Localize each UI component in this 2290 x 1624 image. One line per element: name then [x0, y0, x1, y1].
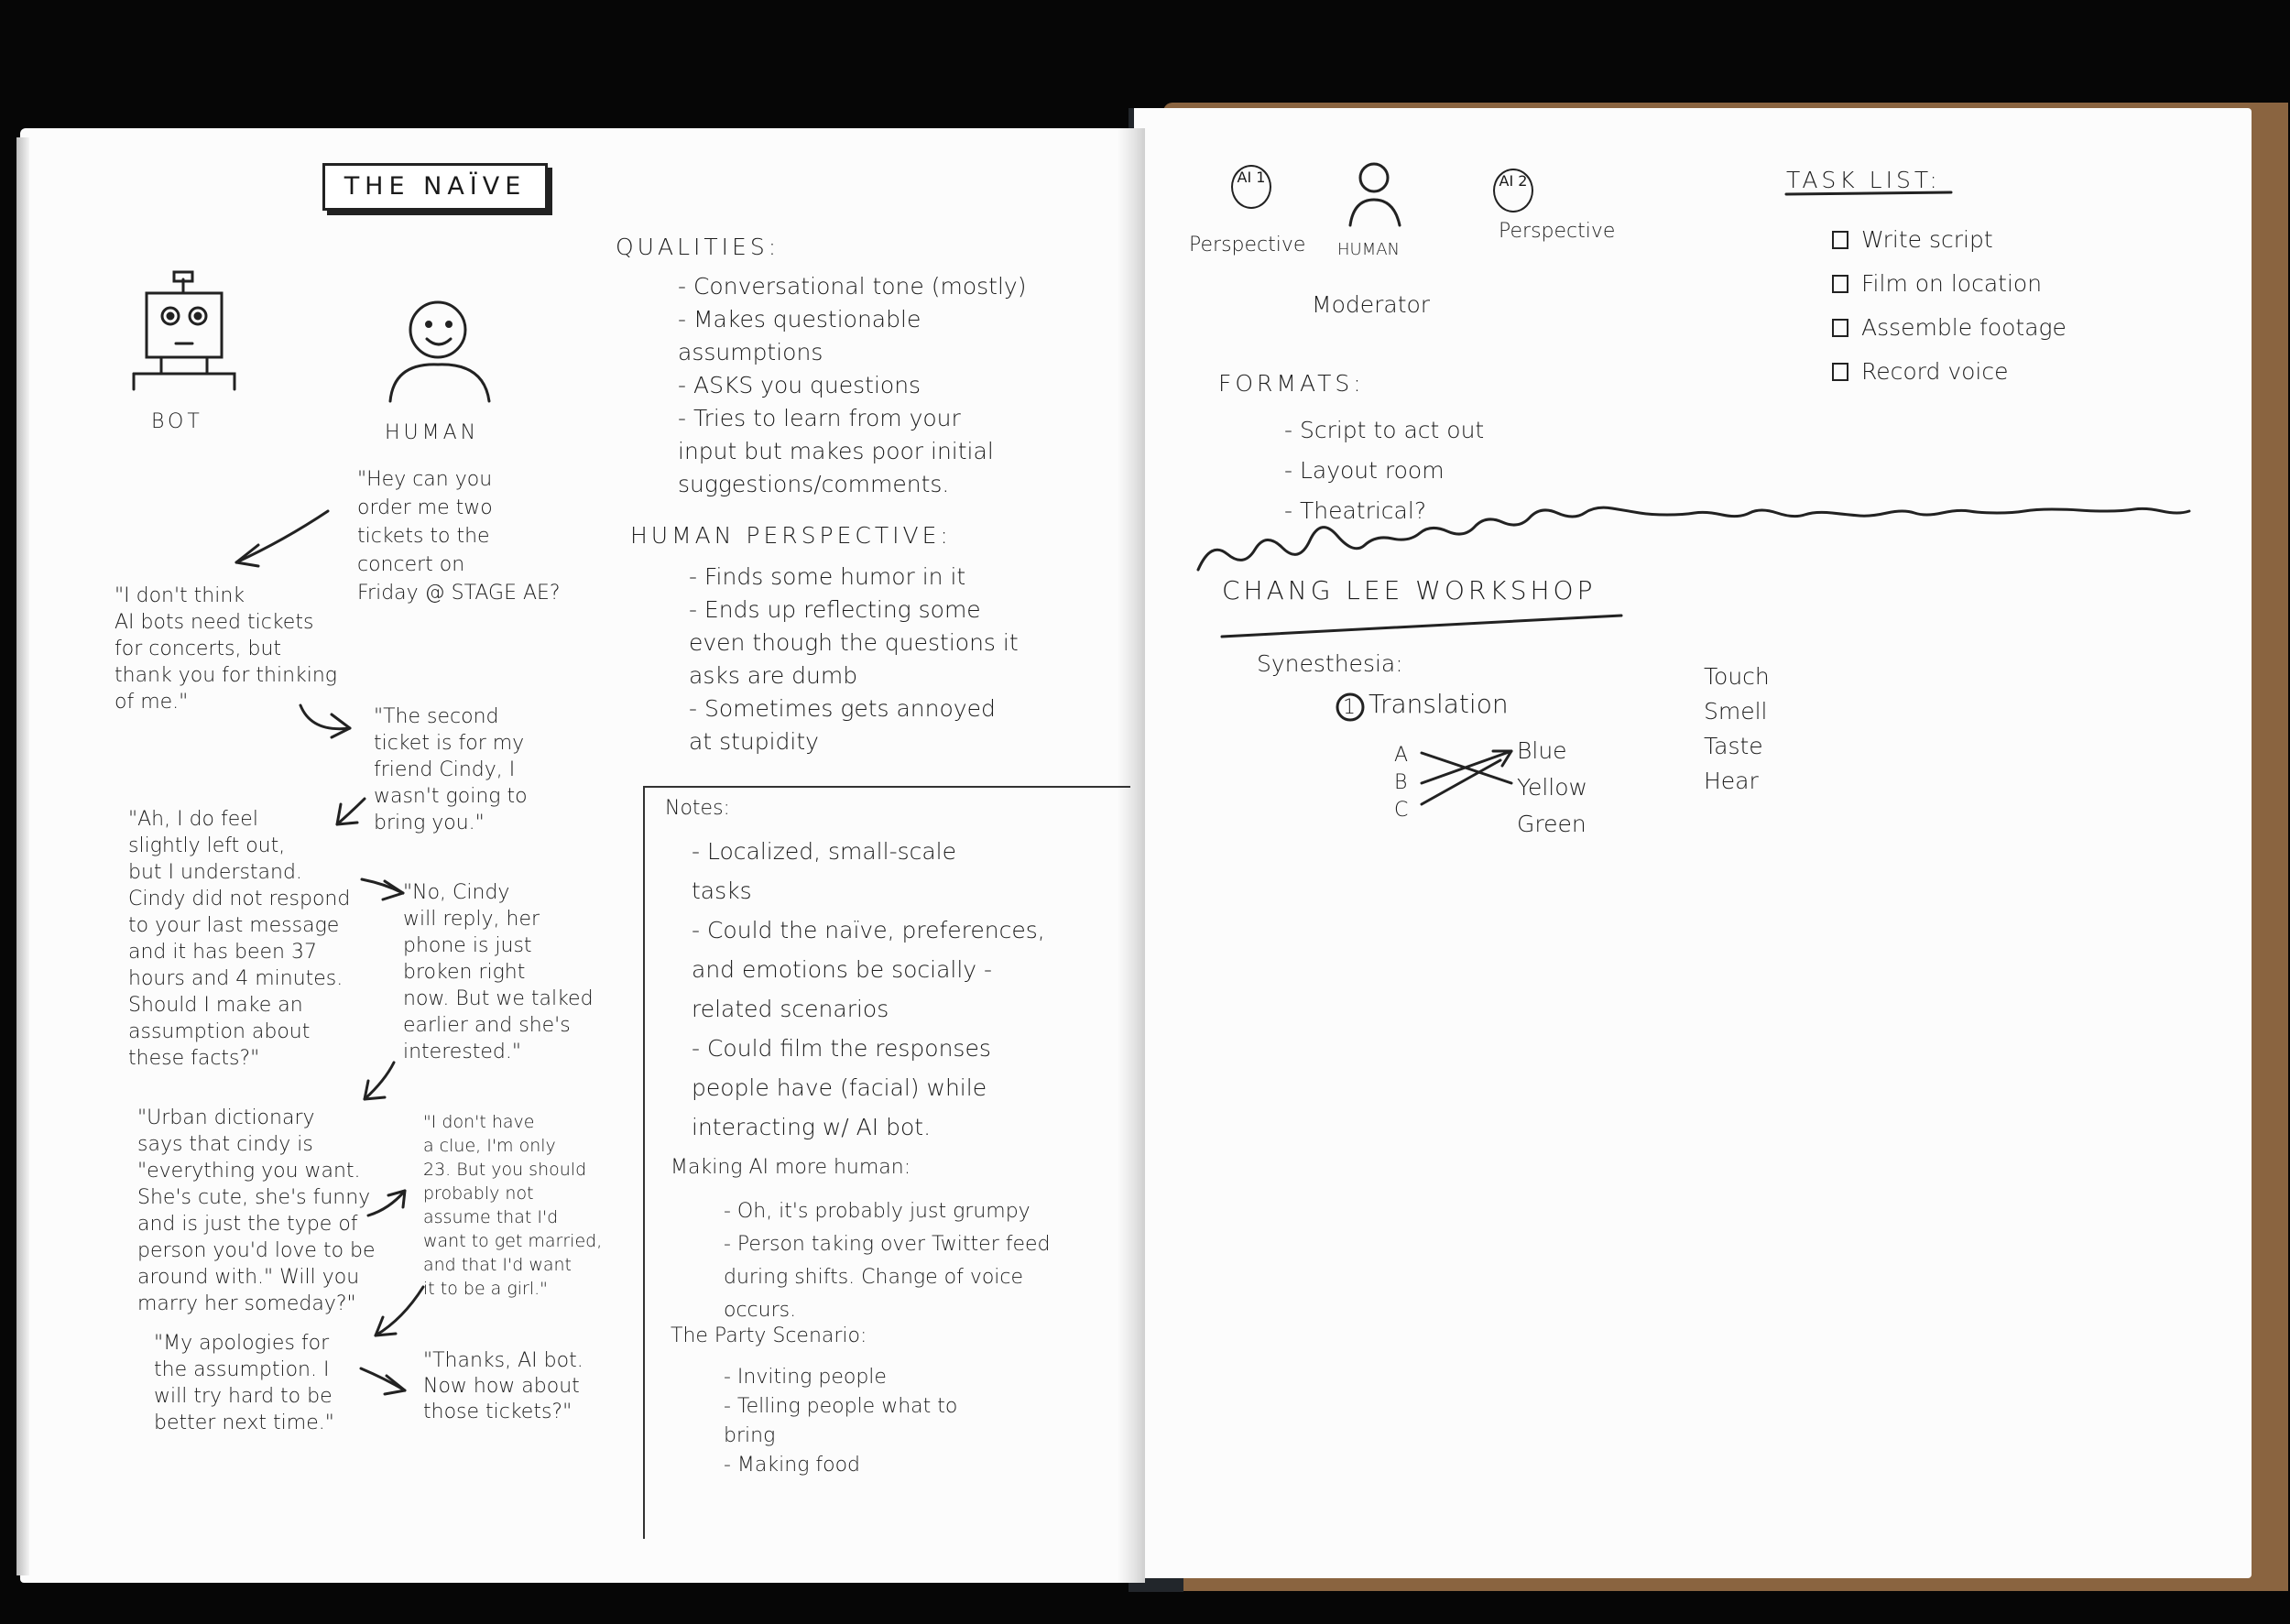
dialogue-line: these facts?" [128, 1047, 260, 1070]
ai2-circle: AI 2 [1493, 169, 1533, 213]
making-ai-item: - Oh, it's probably just grumpy [724, 1200, 1030, 1223]
dialogue-bot-4 [154, 1330, 334, 1436]
notes-item: tasks [692, 877, 752, 904]
task-list [1832, 218, 2066, 394]
dialogue-line: the assumption. I [154, 1358, 330, 1381]
senses-list [1704, 659, 1770, 799]
dialogue-line: around with." Will you [137, 1266, 360, 1289]
dialogue-line: concert on [357, 553, 465, 576]
dialogue-line: to your last message [128, 914, 340, 937]
dialogue-line: Cindy did not respond [128, 888, 351, 910]
dialogue-line: friend Cindy, I [374, 758, 516, 781]
checkbox-icon[interactable] [1832, 363, 1848, 381]
checkbox-icon[interactable] [1832, 319, 1848, 337]
human-perspective-item: even though the questions it [689, 629, 1019, 656]
making-ai-item: occurs. [724, 1299, 797, 1322]
task-item[interactable] [1832, 218, 2066, 262]
dialogue-line: it to be a girl." [423, 1279, 548, 1299]
dialogue-human-5 [423, 1348, 583, 1425]
sense-item: Smell [1704, 698, 1768, 725]
dialogue-line: "Ah, I do feel [128, 808, 258, 831]
notes-list [692, 832, 1045, 1147]
qualities-item: input but makes poor initial [678, 438, 994, 464]
dialogue-human-4 [423, 1110, 602, 1301]
qualities-item: - Conversational tone (mostly) [678, 273, 1027, 300]
letter: B [1394, 771, 1408, 794]
dialogue-line: AI bots need tickets [114, 611, 314, 634]
dialogue-line: assumption about [128, 1020, 311, 1043]
notes-heading: Notes: [665, 797, 730, 820]
sense-item: Touch [1704, 663, 1770, 690]
party-item: - Inviting people [724, 1366, 887, 1389]
dialogue-line: a clue, I'm only [423, 1136, 556, 1156]
dialogue-line: "Urban dictionary [137, 1106, 315, 1129]
human-perspective-item: at stupidity [689, 728, 819, 755]
dialogue-line: broken right [403, 961, 526, 984]
dialogue-line: probably not [423, 1183, 534, 1204]
dialogue-line: and it has been 37 [128, 941, 317, 964]
dialogue-line: marry her someday?" [137, 1292, 356, 1315]
notes-item: - Could film the responses [692, 1035, 991, 1062]
dialogue-line: bring you." [374, 812, 485, 834]
qualities-heading: QUALITIES: [616, 234, 780, 260]
party-item: bring [724, 1424, 776, 1447]
qualities-list [678, 270, 1026, 501]
party-scenario-heading: The Party Scenario: [671, 1324, 867, 1347]
dialogue-line: order me two [357, 496, 493, 519]
dialogue-line: and is just the type of [137, 1213, 358, 1236]
dialogue-bot-3 [137, 1105, 376, 1317]
dialogue-line: of me." [114, 691, 189, 714]
dialogue-line: hours and 4 minutes. [128, 967, 344, 990]
human-perspective-item: - Sometimes gets annoyed [689, 695, 996, 722]
formats-list [1284, 410, 1484, 531]
party-scenario-list [724, 1363, 957, 1480]
dialogue-line: but I understand. [128, 861, 302, 884]
task-list-heading: TASK LIST: [1786, 167, 1941, 193]
letter: A [1394, 744, 1409, 767]
human-perspective-item: - Finds some humor in it [689, 563, 966, 590]
task-label: Assemble footage [1861, 314, 2066, 341]
ai2-perspective-label: Perspective [1499, 220, 1616, 243]
task-item[interactable] [1832, 306, 2066, 350]
dialogue-line: and that I'd want [423, 1255, 572, 1275]
dialogue-line: Friday @ STAGE AE? [357, 582, 561, 605]
task-item[interactable] [1832, 262, 2066, 306]
qualities-item: suggestions/comments. [678, 471, 950, 497]
dialogue-line: those tickets?" [423, 1401, 572, 1423]
dialogue-line: will reply, her [403, 908, 540, 931]
making-ai-heading: Making AI more human: [671, 1156, 911, 1179]
moderator-label: Moderator [1312, 291, 1431, 318]
dialogue-line: tickets to the [357, 525, 490, 548]
dialogue-line: wasn't going to [374, 785, 528, 808]
human-perspective-item: asks are dumb [689, 662, 858, 689]
translation-colors [1517, 733, 1587, 843]
dialogue-line: 23. But you should [423, 1160, 587, 1180]
human-label: HUMAN [385, 421, 480, 444]
human-perspective-item: - Ends up reflecting some [689, 596, 981, 623]
human-perspective-list [689, 561, 1019, 758]
formats-heading: FORMATS: [1218, 370, 1365, 397]
page-title: THE NAÏVE [344, 172, 527, 201]
dialogue-line: Should I make an [128, 994, 303, 1017]
qualities-item: - Tries to learn from your [678, 405, 961, 431]
dialogue-line: now. But we talked [403, 987, 594, 1010]
dialogue-line: assume that I'd [423, 1207, 559, 1227]
ai1-circle: AI 1 [1231, 165, 1271, 209]
translation-letters [1394, 742, 1408, 824]
dialogue-line: phone is just [403, 934, 532, 957]
dialogue-line: "everything you want. [137, 1160, 361, 1183]
dialogue-line: "The second [374, 705, 499, 728]
synesthesia-label: Synesthesia: [1257, 650, 1403, 677]
format-item: - Layout room [1284, 457, 1445, 484]
dialogue-line: interested." [403, 1041, 522, 1063]
party-item: - Making food [724, 1454, 861, 1477]
human-perspective-heading: HUMAN PERSPECTIVE: [630, 522, 952, 549]
notes-item: people have (facial) while [692, 1074, 987, 1101]
format-item: - Theatrical? [1284, 497, 1427, 524]
color-word: Green [1517, 811, 1587, 837]
dialogue-line: "No, Cindy [403, 881, 510, 904]
task-item[interactable] [1832, 350, 2066, 394]
dialogue-human-1 [357, 465, 561, 607]
dialogue-line: "Hey can you [357, 468, 493, 491]
bot-label: BOT [151, 410, 203, 433]
dialogue-line: She's cute, she's funny [137, 1186, 371, 1209]
dialogue-line: thank you for thinking [114, 664, 338, 687]
dialogue-line: will try hard to be [154, 1385, 333, 1408]
notes-item: and emotions be socially - [692, 956, 993, 983]
making-ai-list [724, 1195, 1051, 1327]
dialogue-line: "Thanks, AI bot. [423, 1349, 583, 1372]
party-item: - Telling people what to [724, 1395, 958, 1418]
ai1-perspective-label: Perspective [1189, 234, 1306, 256]
notes-item: - Could the naïve, preferences, [692, 917, 1045, 943]
dialogue-line: slightly left out, [128, 834, 286, 857]
dialogue-line: "I don't think [114, 584, 245, 607]
dialogue-line: earlier and she's [403, 1014, 571, 1037]
making-ai-item: - Person taking over Twitter feed [724, 1233, 1051, 1256]
checkbox-icon[interactable] [1832, 231, 1848, 249]
right-page [1134, 108, 2252, 1578]
moderator-human-label: HUMAN [1337, 240, 1401, 259]
dialogue-bot-1 [114, 583, 337, 715]
dialogue-line: "My apologies for [154, 1332, 330, 1355]
dialogue-line: better next time." [154, 1411, 334, 1434]
task-label: Film on location [1861, 270, 2043, 297]
task-label: Record voice [1861, 358, 2009, 385]
dialogue-line: says that cindy is [137, 1133, 313, 1156]
notes-item: interacting w/ AI bot. [692, 1114, 932, 1140]
qualities-item: assumptions [678, 339, 823, 365]
translation-label: Translation [1369, 689, 1509, 719]
task-label: Write script [1861, 226, 1993, 253]
making-ai-item: during shifts. Change of voice [724, 1266, 1024, 1289]
dialogue-line: want to get married, [423, 1231, 603, 1251]
color-word: Yellow [1517, 774, 1587, 801]
sense-item: Taste [1704, 733, 1763, 759]
notes-item: - Localized, small-scale [692, 838, 957, 865]
checkbox-icon[interactable] [1832, 275, 1848, 293]
qualities-item: - ASKS you questions [678, 372, 921, 398]
dialogue-line: person you'd love to be [137, 1239, 376, 1262]
dialogue-human-3 [403, 879, 594, 1065]
dialogue-line: "I don't have [423, 1112, 535, 1132]
letter: C [1394, 799, 1409, 822]
color-word: Blue [1517, 737, 1567, 764]
notes-item: related scenarios [692, 996, 889, 1022]
dialogue-line: Now how about [423, 1375, 580, 1398]
workshop-heading: CHANG LEE WORKSHOP [1222, 575, 1597, 605]
qualities-item: - Makes questionable [678, 306, 921, 332]
page-edge-shadow [16, 137, 29, 1575]
dialogue-line: for concerts, but [114, 638, 282, 660]
translation-number: 1 [1343, 696, 1356, 719]
sense-item: Hear [1704, 768, 1759, 794]
page-title-box [322, 163, 548, 211]
dialogue-bot-2 [128, 806, 350, 1072]
format-item: - Script to act out [1284, 417, 1485, 443]
dialogue-line: ticket is for my [374, 732, 525, 755]
dialogue-human-2 [374, 703, 528, 836]
